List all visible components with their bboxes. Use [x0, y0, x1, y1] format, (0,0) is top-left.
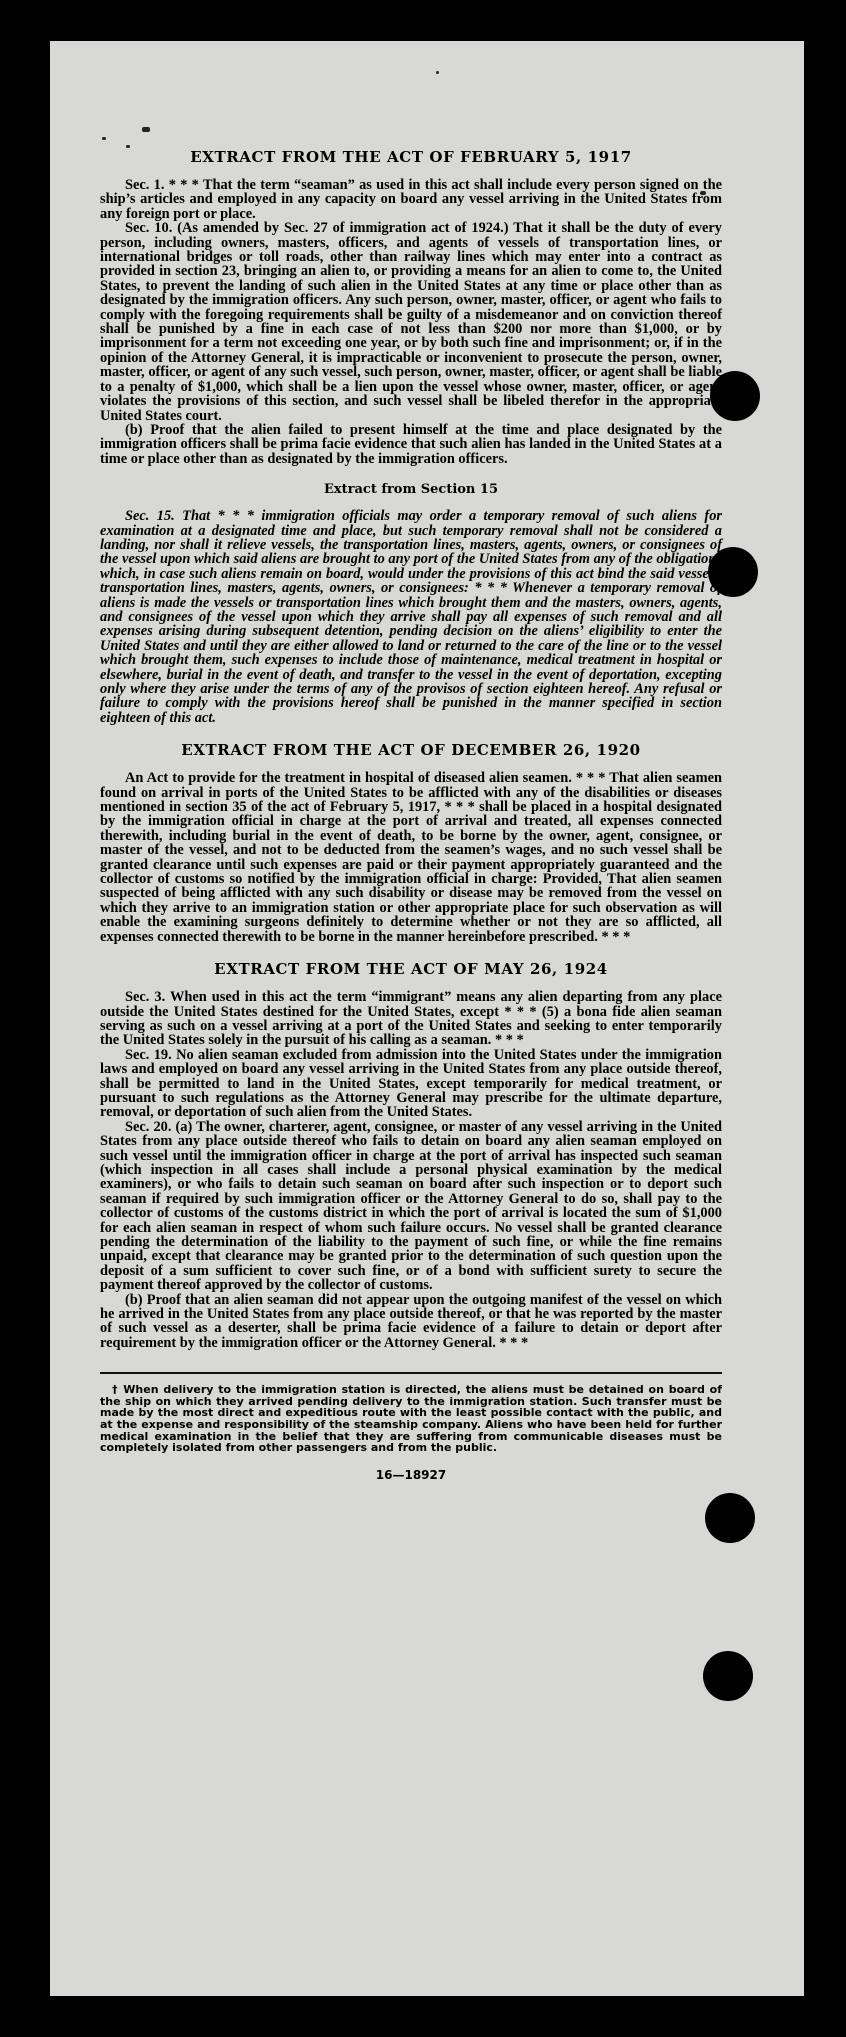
section-15-paragraph: Sec. 15. That * * * immigration officials may order a temporary removal of such aliens for examination at a designated time and place, but such temporary removal shall not be considered a landing, nor shall it relieve vessels, the transportation lines, masters, agents, owners, or consignees of the vessel upon which said aliens are brought to any port of the United States from any of the obligations which, in case such aliens remain on board, would under the provisions of this act bind the said vessels, transportation lines, masters, agents, owners, or consignees: * * * Whenever a temporary removal of aliens is made the vessels or transportation lines which brought them and the masters, owners, agents, and consignees of the vessel upon which they arrive shall pay all expenses of such removal and all expenses arising during subsequent detention, pending decision on the aliens’ eligibility to enter the United States and until they are either allowed to land or returned to the care of the line or to the vessel which brought them, such expenses to include those of maintenance, medical treatment in hospital or elsewhere, burial in the event of death, and transfer to the vessel in the event of deportation, excepting only where they arise under the terms of any of the provisos of section eighteen hereof. Any refusal or failure to comply with the provisions hereof shall be punished in the manner specified in section eighteen of this act.: [100, 508, 722, 726]
act-1920-paragraph: An Act to provide for the treatment in hospital of diseased alien seamen. * * * That alien seamen found on arrival in ports of the United States to be afflicted with any of the disabilities or diseases mentioned in section 35 of the act of February 5, 1917, * * * shall be placed in a hospital designated by the immigration official in charge at the port of arrival and treated, all expenses connected therewith, including burial in the event of death, to be borne by the owner, agent, consignee, or master of the vessel, and not to be deducted from the seamen’s wages, and no such vessel shall be granted clearance until such expenses are paid or their payment appropriately guaranteed and the collector of customs so notified by the immigration official in charge: Provided, That alien seamen suspected of being afflicted with any such disability or disease may be removed from the vessel on which they arrive to an immigration station or other appropriate place for such observation as will enable the examining surgeons definitely to determine whether or not they are so afflicted, all expenses connected therewith to be borne in the manner hereinbefore prescribed. * * *: [100, 770, 722, 945]
paper-speck: [142, 127, 150, 132]
heading-act-1924: EXTRACT FROM THE ACT OF MAY 26, 1924: [214, 960, 608, 979]
section-1-paragraph: Sec. 1. * * * That the term “seaman” as used in this act shall include every person signed on the ship’s articles and employed in any capacity on board any vessel arriving in the United States from any foreign port or place.: [100, 177, 722, 222]
paper-speck: [436, 71, 439, 74]
section-19-paragraph: Sec. 19. No alien seaman excluded from admission into the United States under the immigration laws and employed on board any vessel arriving in the United States from any place outside thereof, shall be permitted to land in the United States, except temporarily for medical treatment, or pursuant to such regulations as the Attorney General may prescribe for the ultimate departure, removal, or deportation of such alien from the United States.: [100, 1046, 722, 1121]
section-10b-paragraph: (b) Proof that the alien failed to present himself at the time and place designated by the immigration officers shall be prima facie evidence that such alien has landed in the United States at a time or place other than as designated by the immigration officers.: [100, 421, 722, 467]
section-20b-paragraph: (b) Proof that an alien seaman did not appear upon the outgoing manifest of the vessel on which he arrived in the United States from any place outside thereof, or that he was reported by the master of such vessel as a deserter, shall be prima facie evidence of a failure to detain or deport after requirement by the immigration officer or the Attorney General. * * *: [100, 1291, 722, 1351]
heading-act-1920: EXTRACT FROM THE ACT OF DECEMBER 26, 1920: [181, 741, 641, 760]
paper-speck: [102, 137, 106, 140]
form-code: 16—18927: [375, 1467, 447, 1482]
heading-act-1917: EXTRACT FROM THE ACT OF FEBRUARY 5, 1917: [190, 148, 632, 166]
punch-hole: [705, 1493, 755, 1543]
section-3-paragraph: Sec. 3. When used in this act the term “immigrant” means any alien departing from any place outside the United States destined for the United States, except * * * (5) a bona fide alien seaman serving as such on a vessel arriving at a port of the United States and seeking to enter temporarily the United States solely in the pursuit of his calling as a seaman. * * *: [100, 989, 722, 1049]
footnote: † When delivery to the immigration station is directed, the aliens must be detained on board of the ship on which they arrived pending delivery to the immigration station. Such transfer must be made by the most direct and expeditious route with the least possible contact with the public, and at the expense and responsibility of the steamship company. Aliens who have been held for further medical examination in the belief that they are suffering from communicable diseases must be completely isolated from other passengers and from the public.: [100, 1383, 722, 1455]
section-20-paragraph: Sec. 20. (a) The owner, charterer, agent, consignee, or master of any vessel arriving in the United States from any place outside thereof who fails to detain on board any alien seaman employed on such vessel until the immigration officer in charge at the port of arrival has inspected such seaman (which inspection in all cases shall include a personal physical examination by the medical examiners), or who fails to detain such seaman on board after such inspection or to deport such seaman if required by such immigration officer or the Attorney General to do so, shall pay to the collector of customs of the customs district in which the port of arrival is located the sum of $1,000 for each alien seaman in respect of whom such failure occurs. No vessel shall be granted clearance pending the determination of the liability to the payment of such fine, or while the fine remains unpaid, except that clearance may be granted prior to the determination of such question upon the deposit of a sum sufficient to cover such fine, or of a bond with sufficient surety to secure the payment thereof approved by the collector of customs.: [100, 1118, 722, 1294]
section-10-paragraph: Sec. 10. (As amended by Sec. 27 of immigration act of 1924.) That it shall be the duty of every person, including owners, masters, officers, and agents of vessels of transportation lines, or international bridges or toll roads, other than railway lines which may enter into a contract as provided in section 23, bringing an alien to, or providing a means for an alien to come to, the United States, to prevent the landing of such alien in the United States at any time or place other than as designated by the immigration officers. Any such person, owner, master, officer, or agent who fails to comply with the foregoing requirements shall be guilty of a misdemeanor and on conviction thereof shall be punished by a fine in each case of not less than $200 nor more than $1,000, or by imprisonment for a term not exceeding one year, or by both such fine and imprisonment; or, if in the opinion of the Attorney General, it is impracticable or inconvenient to prosecute the person, owner, master, officer, or agent of any such vessel, such person, owner, master, officer, or agent shall be liable to a penalty of $1,000, which shall be a lien upon the vessel whose owner, master, officer, or agent violates the provisions of this section, and such vessel shall be libeled therefor in the appropriate United States court.: [100, 220, 722, 424]
punch-hole: [703, 1651, 753, 1701]
document-text: [100, 148, 722, 1482]
subheading-section-15: Extract from Section 15: [323, 482, 499, 498]
footnote-divider: [100, 1372, 722, 1374]
